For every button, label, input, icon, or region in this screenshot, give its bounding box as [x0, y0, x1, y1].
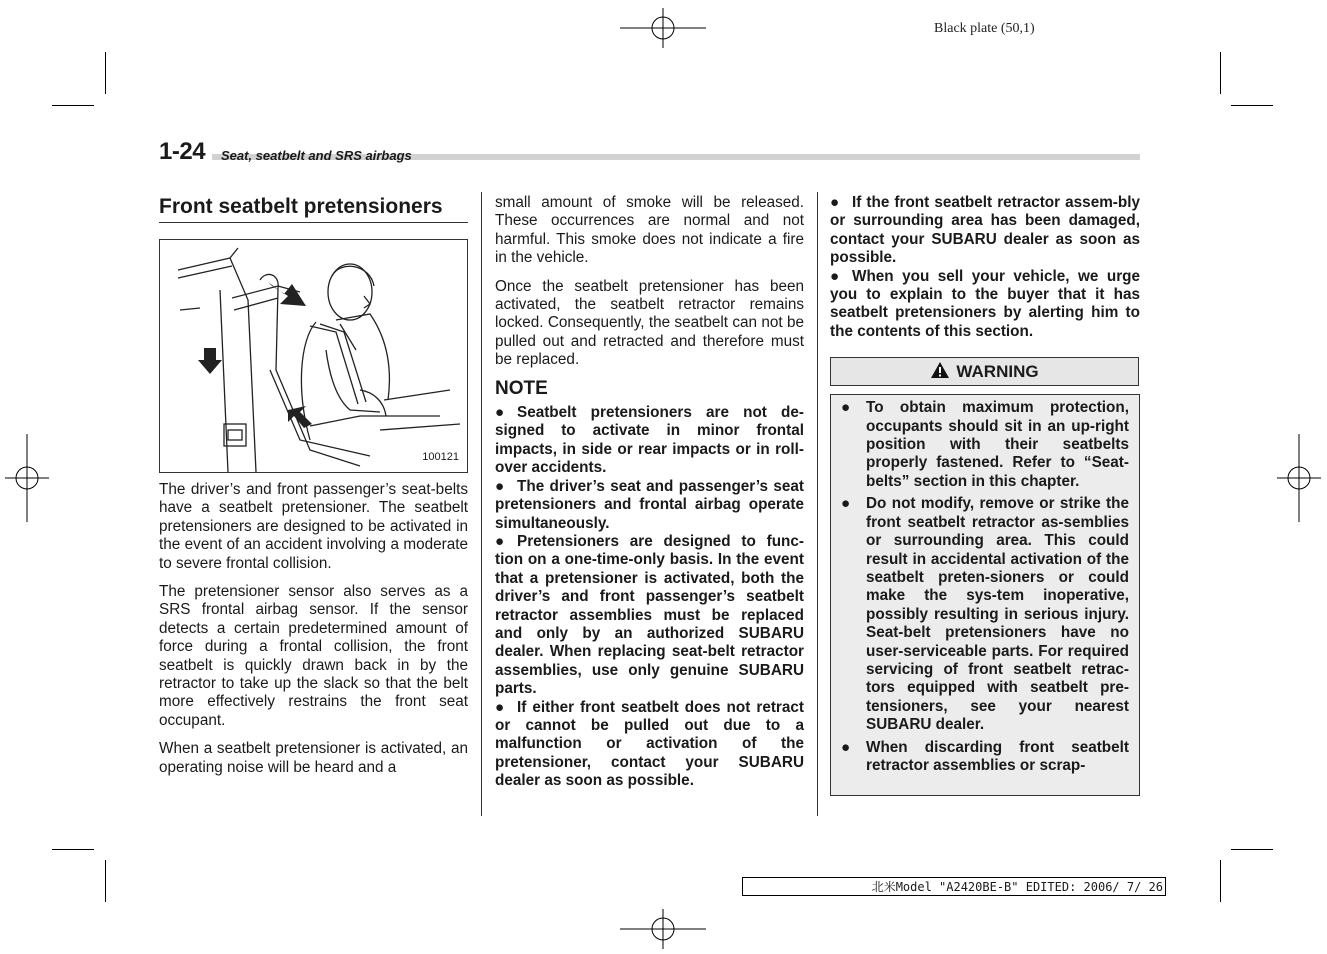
body-paragraph: Once the seatbelt pretensioner has been activated, the seatbelt retractor remains locked. Consequently, the seatbelt can not be pulled out and retracted and therefore must be replaced.	[495, 277, 804, 369]
note-heading: NOTE	[495, 377, 548, 399]
registration-mark-top	[620, 8, 706, 48]
column-1	[159, 194, 468, 787]
footer-edit-stamp: 北米Model "A2420BE-B" EDITED: 2006/ 7/ 26	[742, 877, 1166, 896]
bullet-icon: ●	[495, 477, 505, 495]
list-item: ● When you sell your vehicle, we urge you to explain to the buyer that it has seatbelt pretensioners by alerting him to the contents of this section.	[830, 267, 1140, 340]
warning-item: ● When discarding front seatbelt retractor assemblies or scrap-	[841, 738, 1129, 774]
list-item: ● If the front seatbelt retractor assem-bly or surrounding area has been damaged, contact your SUBARU dealer as soon as possible.	[830, 194, 1140, 267]
warning-box	[830, 394, 1140, 796]
list-item: ● Seatbelt pretensioners are not de-signed to activate in minor frontal impacts, in side or rear impacts or in roll-over accidents.	[495, 404, 804, 477]
bullet-icon: ●	[830, 194, 840, 211]
note-list	[495, 404, 804, 791]
advice-list	[830, 194, 1140, 341]
page-title: Front seatbelt pretensioners	[159, 194, 468, 223]
registration-mark-bottom	[620, 909, 706, 949]
bullet-icon: ●	[495, 532, 505, 550]
figure-code: 100121	[422, 450, 459, 463]
bullet-icon: ●	[495, 698, 505, 716]
body-paragraph: The pretensioner sensor also serves as a SRS frontal airbag sensor. If the sensor detects a certain predetermined amount of force during a frontal collision, the front seatbelt is quickly drawn back in by the retractor to take up the slack so that the belt more effectively restrains the front seat occupant.	[159, 583, 468, 729]
warning-title: WARNING	[956, 362, 1039, 382]
list-item: ● Pretensioners are designed to func-tion on a one-time-only basis. In the event that a pretensioner is activated, both the driver’s and front passenger’s seatbelt retractor assemblies must be replaced and only by an authorized SUBARU dealer. When replacing seat-belt retractor assemblies, use only genuine SUBARU parts.	[495, 532, 804, 698]
warning-triangle-icon	[930, 361, 950, 379]
registration-mark-left	[5, 434, 49, 522]
bullet-icon: ●	[841, 399, 851, 417]
section-title: Seat, seatbelt and SRS airbags	[221, 148, 412, 163]
bullet-icon: ●	[841, 738, 851, 756]
page-number: 1-24	[159, 138, 206, 165]
warning-item: ● To obtain maximum protection, occupants should sit in an up-right position with their seatbelts properly fastened. Refer to “Seat-belts” section in this chapter.	[841, 399, 1129, 490]
column-3	[830, 194, 1140, 796]
warning-item: ● Do not modify, remove or strike the front seatbelt retractor as-semblies or surrounding area. This could result in accidental activation of the seatbelt preten-sioners or could make the sys-tem inoperative, possibly resulting in serious injury. Seat-belt pretensioners have no user-serviceable parts. For required servicing of front seatbelt retrac-tors equipped with seatbelt pre-tensioners, see your nearest SUBARU dealer.	[841, 495, 1129, 734]
bullet-icon: ●	[495, 404, 505, 422]
body-paragraph: When a seatbelt pretensioner is activated, an operating noise will be heard and a	[159, 740, 468, 776]
column-2	[495, 194, 804, 791]
seatbelt-illustration	[159, 239, 468, 473]
plate-label: Black plate (50,1)	[934, 21, 1035, 36]
warning-heading	[830, 357, 1139, 386]
column-divider-1	[481, 192, 482, 816]
list-item: ● If either front seatbelt does not retract or cannot be pulled out due to a malfunction or activation of the pretensioner, contact your SUBARU dealer as soon as possible.	[495, 698, 804, 790]
bullet-icon: ●	[830, 267, 840, 285]
bullet-icon: ●	[841, 495, 851, 513]
seatbelt-drawing-icon	[160, 240, 467, 472]
body-paragraph: The driver’s and front passenger’s seat-belts have a seatbelt pretensioner. The seatbelt pretensioners are designed to be activated in the event of an accident involving a moderate to severe frontal collision.	[159, 481, 468, 572]
list-item: ● The driver’s seat and passenger’s seat pretensioners and frontal airbag operate simultaneously.	[495, 477, 804, 532]
registration-mark-right	[1277, 434, 1321, 522]
column-divider-2	[817, 192, 818, 816]
body-paragraph: small amount of smoke will be released. These occurrences are normal and not harmful. This smoke does not indicate a fire in the vehicle.	[495, 194, 804, 267]
